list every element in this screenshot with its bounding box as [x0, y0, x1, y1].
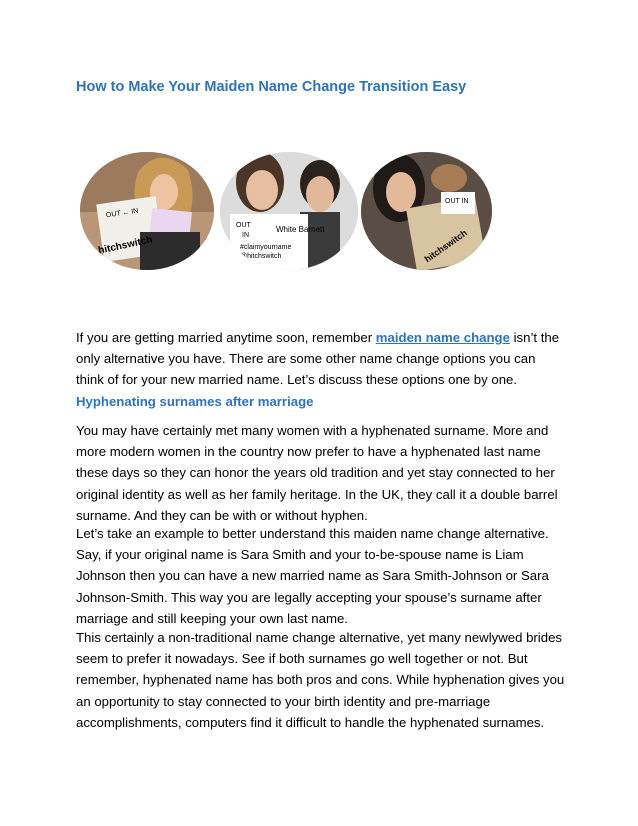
intro-text-before: If you are getting married anytime soon, remember	[76, 330, 376, 345]
photo-3-sign-text: hitchswitch	[422, 227, 469, 265]
photo-2-handle: @hitchswitch	[240, 253, 282, 260]
photo-2-hashtag: #claimyourname	[240, 244, 292, 251]
intro-text-after: isn’t the only alternative you have. There are some other name change options you can think of for your new married name. Let’s discuss these options one by one.	[76, 330, 560, 388]
section-heading: Hyphenating surnames after marriage	[76, 394, 314, 409]
photo-collage	[80, 150, 500, 268]
photo-1-sign-text: hitchswitch	[97, 234, 154, 257]
photo-bride-with-sign	[80, 152, 214, 270]
photo-woman-with-dog	[361, 152, 492, 270]
photo-couple-with-card	[220, 152, 358, 270]
intro-paragraph	[76, 327, 566, 391]
paragraph-pros-cons: This certainly a non-traditional name change alternative, yet many newlywed brides seem to prefer it nowadays. See if both surnames go well together or not. But remember, hyphenated name has both pros and cons. While hyphenation gives you an opportunity to stay connected to your birth identity and pre-marriage accomplishments, computers find it difficult to handle the hyphenated surnames.	[76, 630, 565, 730]
maiden-name-change-link[interactable]: maiden name change	[375, 330, 510, 345]
photo-2-name: White Barnett	[276, 225, 325, 234]
photo-3-card-text: OUT IN	[445, 198, 469, 205]
photo-1-card-text: OUT ← IN	[105, 207, 139, 220]
photo-2-out-label: OUT	[236, 222, 251, 229]
photo-2-in-label: IN	[242, 232, 249, 239]
paragraph-hyphenated-surname: You may have certainly met many women with a hyphenated surname. More and more modern women in the country now prefer to have a hyphenated last name these days so they can honor the years old tradition and yet stay connected to her original identity as well as her family heritage. In the UK, they call it a double barrel surname. And they can be with or without hyphen.	[76, 423, 558, 523]
paragraph-example: Let’s take an example to better understand this maiden name change alternative. Say, if your original name is Sara Smith and your to-be-spouse name is Liam Johnson then you can have a new married name as Sara Smith-Johnson or Sara Johnson-Smith. This way you are legally accepting your spouse’s surname after marriage and still keeping your own last name.	[76, 526, 549, 626]
page-title: How to Make Your Maiden Name Change Transition Easy	[76, 79, 467, 95]
